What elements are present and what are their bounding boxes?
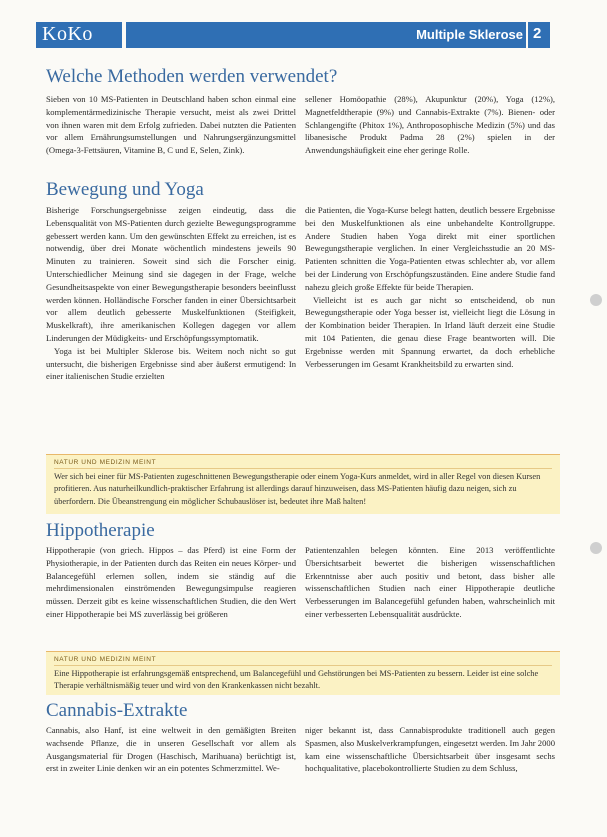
section-title-yoga: Bewegung und Yoga — [46, 179, 204, 200]
methods-right-column — [305, 93, 555, 157]
hippotherapy-right-column — [305, 544, 555, 621]
logo: KoKo — [42, 23, 93, 45]
binder-hole — [590, 294, 602, 306]
paragraph: Patientenzahlen belegen könnten. Eine 2013 veröffentlichte Übersichtsarbeit bewertet die bisherigen wissenschaftlichen Erkenntnisse aber auch positiv und betont, dass bisher alle wissenschaftlichen Studien nach einer Hippotherapie deutliche Verbesserungen im Balancegefühl gefunden haben, wahrscheinlich mit einer verbesserten Lebensqualität ausdrückte. — [305, 545, 555, 619]
note-label: NATUR UND MEDIZIN MEINT — [54, 656, 552, 666]
note-label: NATUR UND MEDIZIN MEINT — [54, 459, 552, 469]
paragraph: Hippotherapie (von griech. Hippos – das Pferd) ist eine Form der Physiotherapie, in der Patienten durch das Reiten ein neues Körper- und Balancegefühl erlernen sollen, indem sie ständig auf die mehrdimensionalen einströmenden Bewegungsimpulse reagieren müssen. Derzeit gibt es keine wissenschaftlichen Studien, die den Wert einer Hippotherapie bei MS zuverlässig bei größeren — [46, 545, 296, 619]
paragraph: Vielleicht ist es auch gar nicht so entscheidend, ob nun Bewegungstherapie oder Yoga besser ist, vielleicht liegt die Lösung in der Kombination beider Therapien. In Irland läuft derzeit eine Studie mit 104 Patienten, die genau diese Frage beantworten will. Die Ergebnisse werden mit Spannung erwartet, da doch erhebliche Verbesserungen im Gesamt Krankheitsbild zu erwarten sind. — [305, 294, 555, 369]
hippotherapy-left-column — [46, 544, 296, 621]
cannabis-right-column — [305, 724, 555, 775]
binder-hole — [590, 542, 602, 554]
paragraph: Yoga ist bei Multipler Sklerose bis. Weitem noch nicht so gut untersucht, die bisherigen Ergebnisse sind aber äußerst ermutigend: In einer italienischen Studie erzielten — [46, 345, 296, 382]
topic-title: Multiple Sklerose — [416, 27, 523, 42]
expert-note-yoga — [46, 454, 560, 514]
section-title-cannabis: Cannabis-Extrakte — [46, 700, 188, 721]
paragraph: Bisherige Forschungsergebnisse zeigen eindeutig, dass die Lebensqualität von MS-Patienten durch gezielte Bewegungsprogramme gebessert werden kann. Um den gewünschten Effekt zu erreichen, ist es notwendig, über drei Monate wöchentlich mindestens jeweils 90 Minuten zu trainieren. Soweit sind sich die Forscher einig. Unterschiedlicher Meinung sind sie dagegen in der Frage, welche Gesundheitsaspekte von einer Bewegungstherapie besonders beeinflusst werden können. Holländische Forscher fanden in einer Übersichtsarbeit vor allem deutlich gebesserte Muskelfunktionen (Steifigkeit, Muskelkraft), ihre amerikanischen Kollegen dagegen vor allem Linderungen der Müdigkeits- und Erschöpfungssymptomatik. — [46, 205, 296, 343]
paragraph: sellener Homöopathie (28%), Akupunktur (20%), Yoga (12%), Magnetfeldtherapie (9%) und Cannabis-Extrakte (7%). Bienen- oder Schlangengifte (Phitox 1%), Anthroposophische Medizin (5%) und das libanesische Produkt Padma 28 (2%) spielen in der Anwendungshäufigkeit eine eher geringe Rolle. — [305, 94, 555, 156]
page-header — [0, 0, 607, 50]
paragraph: Sieben von 10 MS-Patienten in Deutschland haben schon einmal eine komplementärmedizinische Therapie versucht, meist als zwei Drittel von ihnen waren mit dem Erfolg zufrieden. Dabei nutzten die Patienten vor allem Ernährungsumstellungen und Nahrungsergänzungsmittel (Omega-3-Fettsäuren, Vitamine B, C und E, Selen, Zink). — [46, 94, 296, 156]
section-title-methods: Welche Methoden werden verwendet? — [46, 66, 338, 87]
note-text: Wer sich bei einer für MS-Patienten zugeschnittenen Bewegungstherapie oder einem Yoga-Kurs anmeldet, wird in aller Regel von diesen Kursen profitieren. Aus naturheilkundlich-praktischer Erfahrung ist allerdings darauf hinzuweisen, dass MS-Patienten häufig dazu neigen, sich zu überfordern. Die Übeanstrengung ein möglicher Schubauslöser ist, bedeutet ihre Maß halten! — [54, 472, 541, 506]
paragraph: Cannabis, also Hanf, ist eine weltweit in den gemäßigten Breiten wachsende Pflanze, die in unseren Gesellschaft vor allem als Ausgangsmaterial für Drogen (Haschisch, Marihuana) berüchtigt ist, erst in zweiter Linie denken wir an ein potentes Schmerzmittel. We- — [46, 725, 296, 774]
paragraph: die Patienten, die Yoga-Kurse belegt hatten, deutlich bessere Ergebnisse bei den Muskelfunktionen als eine unbehandelte Kontrollgruppe. Andere Studien haben Yoga direkt mit einer sportlichen Bewegungstherapie verglichen. In einer Vergleichsstudie an 20 MS-Patienten schnitten die Yoga-Patienten etwas schlechter ab, vor allem bei der Linderung von Erschöpfungszuständen. Eine andere Studie fand nahezu gleich große Effekte für beide Therapien. — [305, 205, 555, 292]
paragraph: niger bekannt ist, dass Cannabisprodukte traditionell auch gegen Spasmen, also Muskelverkrampfungen, eingesetzt werden. Im Jahr 2000 kam eine wissenschaftliche Übersichtsarbeit über insgesamt sechs hochqualitative, placebokontrollierte Studien zu dem Schluss, — [305, 725, 555, 774]
methods-left-column — [46, 93, 296, 157]
page-number: 2 — [533, 25, 542, 42]
expert-note-hippotherapy — [46, 651, 560, 695]
note-text: Eine Hippotherapie ist erfahrungsgemäß entsprechend, um Balancegefühl und Gehstörungen bei MS-Patienten zu bessern. Leider ist eine solche Therapie verhältnismäßig teuer und wird von den Krankenkassen nicht bezahlt. — [54, 669, 539, 691]
yoga-left-column — [46, 204, 296, 383]
section-title-hippotherapy: Hippotherapie — [46, 520, 155, 541]
yoga-right-column — [305, 204, 555, 370]
cannabis-left-column — [46, 724, 296, 775]
